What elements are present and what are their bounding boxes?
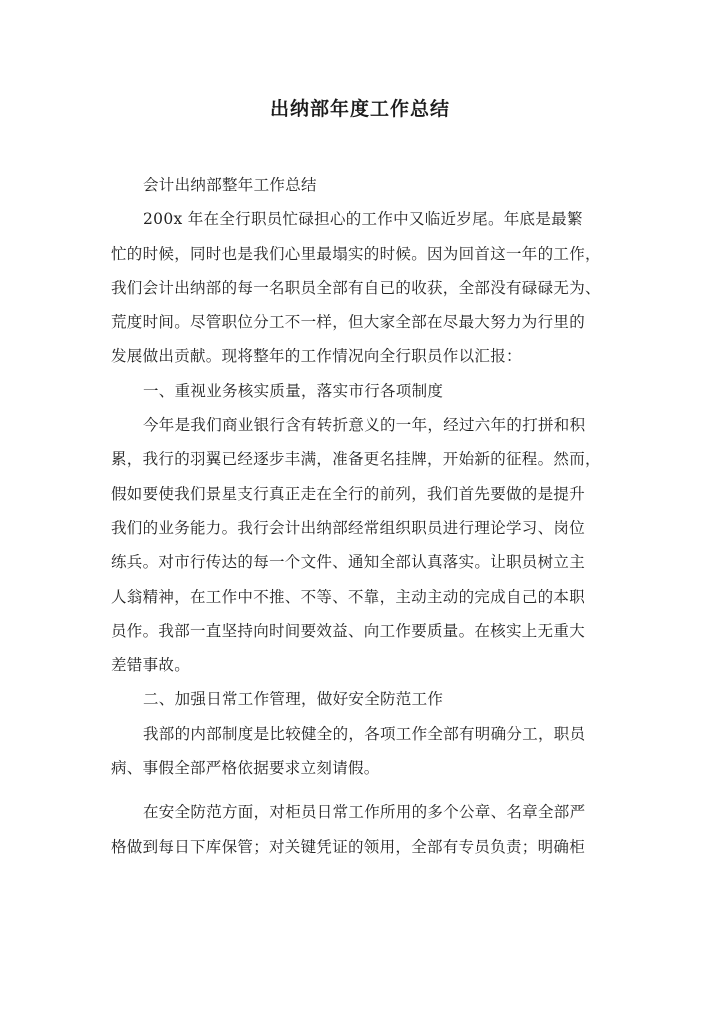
text-line: 荒度时间。尽管职位分工不一样，但大家全部在尽最大努力为行里的 [111,313,586,332]
text-line: 我们会计出纳部的每一名职员全部有自已的收获，全部没有碌碌无为、 [111,278,601,297]
text-line: 差错事故。 [111,656,191,675]
text-line: 人翁精神，在工作中不推、不等、不靠，主动主动的完成自己的本职 [111,587,586,606]
text-line: 格做到每日下库保管；对关键凭证的领用，全部有专员负责；明确柜 [111,837,586,856]
text-line: 一、重视业务核实质量，落实市行各项制度 [143,381,444,400]
text-line: 练兵。对市行传达的每一个文件、通知全部认真落实。让职员树立主 [111,553,586,572]
text-line: 会计出纳部整年工作总结 [143,176,317,194]
paragraph-gap [111,785,611,795]
text-line: 发展做出贡献。现将整年的工作情况向全行职员作以汇报： [111,347,522,366]
document-title: 出纳部年度工作总结 [269,98,450,120]
text-line: 累，我行的羽翼已经逐步丰满，准备更名挂牌，开始新的征程。然而， [111,450,601,469]
text-line: 忙的时候，同时也是我们心里最塌实的时候。因为回首这一年的工作， [111,244,601,263]
text-line: 病、事假全部严格依据要求立刻请假。 [111,759,380,778]
text-line: 200x 年在全行职员忙碌担心的工作中又临近岁尾。年底是最繁 [143,210,583,229]
text-line: 假如要使我们景星支行真正走在全行的前列，我们首先要做的是提升 [111,484,586,503]
text-line: 在安全防范方面，对柜员日常工作所用的多个公章、名章全部严 [143,803,586,822]
text-line: 员作。我部一直坚持向时间要效益、向工作要质量。在核实上无重大 [111,621,586,640]
text-line: 我部的内部制度是比较健全的，各项工作全部有明确分工，职员 [143,724,586,743]
text-line: 我们的业务能力。我行会计出纳部经常组织职员进行理论学习、岗位 [111,518,586,537]
document-body [111,168,611,864]
text-line: 二、加强日常工作管理，做好安全防范工作 [143,690,444,709]
text-line: 今年是我们商业银行含有转折意义的一年，经过六年的打拼和积 [143,416,586,435]
